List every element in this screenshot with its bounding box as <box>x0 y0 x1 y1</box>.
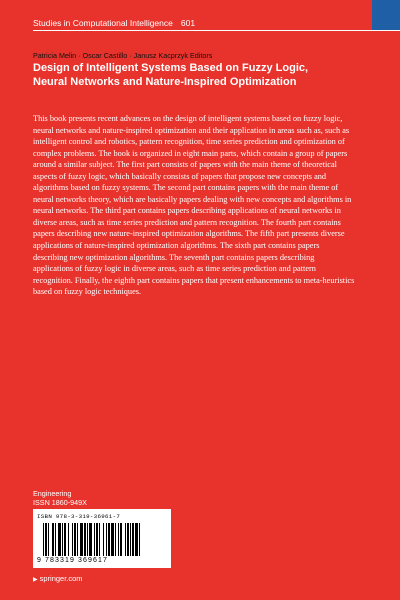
corner-accent-block <box>372 0 400 30</box>
editors-line: Patricia Melin · Oscar Castillo · Janusz Kacprzyk Editors <box>33 51 213 60</box>
header-rule <box>33 30 372 31</box>
issn-label: ISSN 1860-949X <box>33 498 87 507</box>
triangle-right-icon: ▶ <box>33 577 38 583</box>
barcode-digits: 9 783319 369617 <box>37 557 108 564</box>
website-link[interactable] <box>33 574 83 583</box>
series-name: Studies in Computational Intelligence <box>33 18 173 28</box>
book-description: This book presents recent advances on the design of intelligent systems based on fuzzy logic, neural networks and nature-inspired optimization and their application in areas such as, such as intelligent control and robotics, pattern recognition, time series prediction and optimization of complex problems. The book is organized in eight main parts, which contain a group of papers around a similar subject. The first part consists of papers with the main theme of theoretical aspects of fuzzy logic, which basically consists of papers that propose new concepts and algorithms based on fuzzy systems. The second part contains papers with the main theme of neural networks theory, which are basically papers dealing with new concepts and algorithms in neural networks. The third part contains papers describing applications of neural networks in diverse areas, such as time series prediction and pattern recognition. The fourth part contains papers describing new nature-inspired optimization algorithms. The fifth part presents diverse applications of nature-inspired optimization algorithms. The sixth part contains papers describing new optimization algorithms. The seventh part contains papers describing applications of fuzzy logic in diverse areas, such as time series prediction and pattern recognition. Finally, the eighth part contains papers that present enhancements to meta-heuristics based on fuzzy logic techniques. <box>33 114 355 297</box>
subject-label: Engineering <box>33 489 72 498</box>
website-text: springer.com <box>39 574 83 583</box>
corner-divider <box>372 30 400 31</box>
book-title: Design of Intelligent Systems Based on Fuzzy Logic, Neural Networks and Nature-Inspired Optimization <box>33 62 309 88</box>
isbn-text: ISBN 978-3-319-36961-7 <box>37 513 121 520</box>
series-line <box>33 18 195 28</box>
series-number: 601 <box>180 18 196 28</box>
barcode-image <box>43 523 161 556</box>
subject-block <box>33 489 87 507</box>
barcode-block <box>33 509 171 568</box>
